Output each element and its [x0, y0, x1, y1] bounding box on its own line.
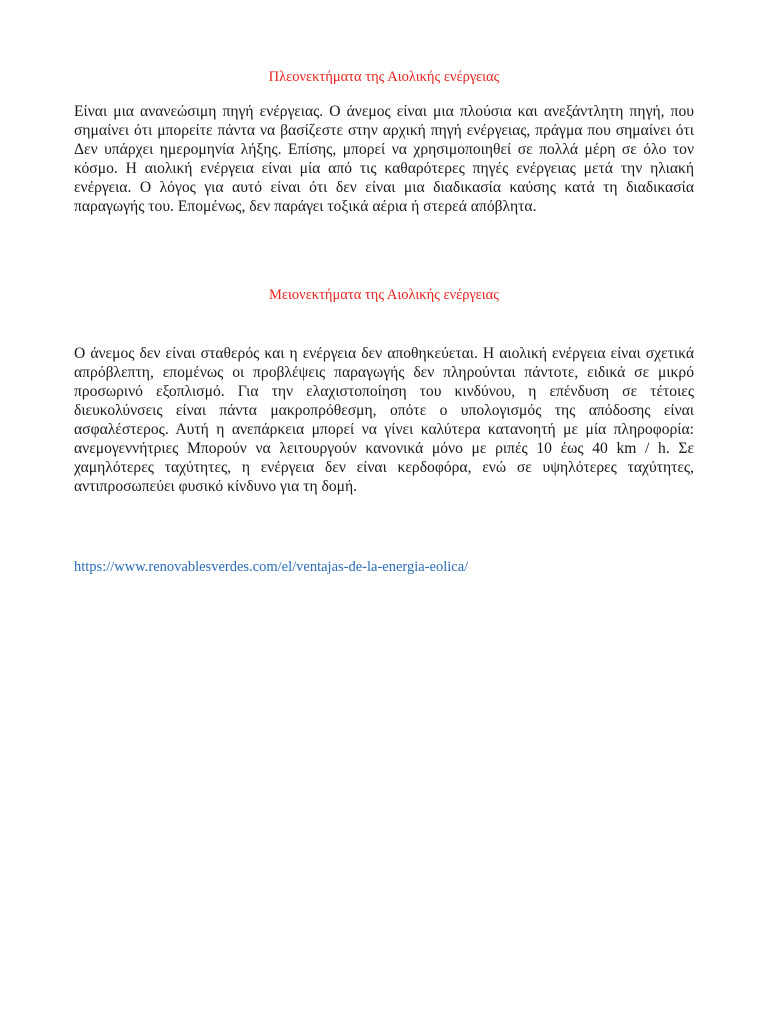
- advantages-paragraph: Είναι μια ανανεώσιμη πηγή ενέργειας. Ο άνεμος είναι μια πλούσια και ανεξάντλητη πηγή, που σημαίνει ότι μπορείτε πάντα να βασίζεστε στην αρχική πηγή ενέργειας, πράγμα που σημαίνει ότι Δεν υπάρχει ημερομηνία λήξης. Επίσης, μπορεί να χρησιμοποιηθεί σε πολλά μέρη σε όλο τον κόσμο. Η αιολική ενέργεια είναι μία από τις καθαρότερες πηγές ενέργειας μετά την ηλιακή ενέργεια. Ο λόγος για αυτό είναι ότι δεν είναι μια διαδικασία καύσης κατά τη διαδικασία παραγωγής του. Επομένως, δεν παράγει τοξικά αέρια ή στερεά απόβλητα.: [74, 103, 694, 215]
- source-link[interactable]: https://www.renovablesverdes.com/el/ventajas-de-la-energia-eolica/: [74, 559, 469, 575]
- disadvantages-paragraph: Ο άνεμος δεν είναι σταθερός και η ενέργεια δεν αποθηκεύεται. Η αιολική ενέργεια είναι σχετικά απρόβλεπτη, επομένως οι προβλέψεις παραγωγής δεν πληρούνται πάντοτε, ειδικά σε μικρό προσωρινό εξοπλισμό. Για την ελαχιστοποίηση του κινδύνου, η επένδυση σε τέτοιες διευκολύνσεις είναι πάντα μακροπρόθεσμη, οπότε ο υπολογισμός της απόδοσης είναι ασφαλέστερος. Αυτή η ανεπάρκεια μπορεί να γίνει καλύτερα κατανοητή με μία πληροφορία: ανεμογεννήτριες Μπορούν να λειτουργούν κανονικά μόνο με ριπές 10 έως 40 km / h. Σε χαμηλότερες ταχύτητες, η ενέργεια δεν είναι κερδοφόρα, ενώ σε υψηλότερες ταχύτητες, αντιπροσωπεύει φυσικό κίνδυνο για τη δομή.: [74, 345, 694, 495]
- disadvantages-heading: Μειονεκτήματα της Αιολικής ενέργειας: [269, 287, 499, 303]
- advantages-heading: Πλεονεκτήματα της Αιολικής ενέργειας: [268, 69, 500, 85]
